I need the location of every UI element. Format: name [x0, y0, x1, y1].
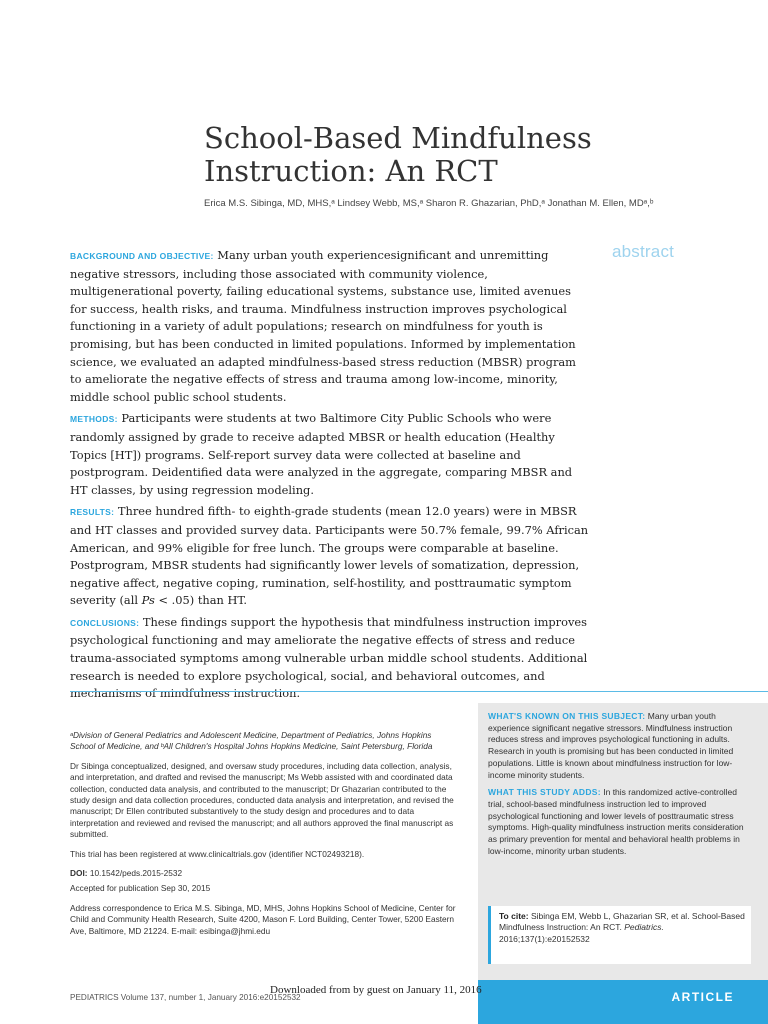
abstract-methods	[70, 410, 590, 499]
doi-value: 10.1542/peds.2015-2532	[89, 868, 183, 879]
article-type-bar	[478, 980, 768, 1024]
front-matter-notes	[70, 730, 456, 945]
results-text-b: < .05) than HT.	[154, 593, 247, 608]
adds-label: WHAT THIS STUDY ADDS:	[488, 787, 601, 798]
cite-label: To cite:	[499, 911, 529, 921]
methods-label: METHODS:	[70, 414, 118, 425]
article-title	[204, 122, 724, 188]
abstract-body	[70, 247, 590, 707]
title-line-1: School-Based Mindfulness	[204, 121, 592, 155]
doi-label: DOI:	[70, 868, 88, 879]
known-text: Many urban youth experience significant negative stressors. Mindfulness instruction reduces stress and improves psychological functioning in adults. Research in youth is promising but has been conducted in limited populations. Little is known about mindfulness instruction for low-income minority students.	[488, 711, 734, 780]
doi-line	[70, 868, 456, 879]
title-line-2: Instruction: An RCT	[204, 154, 498, 188]
article-type-label: ARTICLE	[671, 990, 734, 1004]
conclusions-text: These findings support the hypothesis that mindfulness instruction improves psychological functioning and may ameliorate the negative effects of stress and reduce trauma-associated symptoms among vulnerable urban middle school students. Additional research is needed to explore psychological, social, and behavioral outcomes, and mechanisms of mindfulness instruction.	[70, 614, 588, 701]
known-label: WHAT'S KNOWN ON THIS SUBJECT:	[488, 711, 646, 721]
abstract-background	[70, 247, 590, 406]
abstract-results	[70, 503, 590, 610]
abstract-label: abstract	[612, 242, 675, 261]
citation-box	[488, 906, 751, 964]
cite-text-a: Sibinga EM, Webb L, Ghazarian SR, et al. School-Based Mindfulness Instruction: An RCT.	[499, 911, 745, 933]
download-watermark: Downloaded from by guest on January 11, 2016	[270, 984, 482, 996]
known-section	[488, 711, 744, 863]
background-label: BACKGROUND AND OBJECTIVE:	[70, 251, 214, 261]
contributions-note: Dr Sibinga conceptualized, designed, and oversaw study procedures, including data collection, analysis, and interpretation, and drafted and revised the manuscript; Ms Webb assisted with and coordinated data collection, conducted data analysis, and contributed to the manuscript; Dr Ghazarian contributed to the study design and data collection procedures, conducted data analysis and interpretation, and revised the manuscript; Dr Ellen contributed substantively to the study design and procedures and to data interpretation and reviewed and revised the manuscript; and all authors approved the final manuscript as submitted.	[70, 760, 454, 840]
conclusions-label: CONCLUSIONS:	[70, 617, 140, 628]
background-text: Many urban youth experiencesignificant and unremitting negative stressors, including those associated with community violence, multigenerational poverty, failing educational systems, substance use, limited avenues for success, health risks, and trauma. Mindfulness instruction improves psychological functioning in a variety of adult populations; research on mindfulness for youth is promising, but has been conducted in limited populations. Informed by implementation science, we evaluated an adapted mindfulness-based stress reduction (MBSR) program to ameliorate the negative effects of stress and trauma among low-income, minority, middle school public school students.	[70, 248, 576, 404]
accepted-date: Accepted for publication Sep 30, 2015	[70, 883, 211, 894]
results-label: RESULTS:	[70, 507, 115, 518]
what-adds	[488, 787, 744, 857]
results-text-a: Three hundred fifth- to eighth-grade students (mean 12.0 years) were in MBSR and HT classes and provided survey data. Participants were 50.7% female, 99.7% African American, and 99% eligible for free lunch. The groups were comparable at baseline. Postprogram, MBSR students had significantly lower levels of somatization, depression, negative affect, negative coping, rumination, self-hostility, and posttraumatic symptom severity (all	[70, 504, 589, 608]
author-list: Erica M.S. Sibinga, MD, MHS,ᵃ Lindsey Webb, MS,ᵃ Sharon R. Ghazarian, PhD,ᵃ Jonathan M. Ellen, MDᵃ,ᵇ	[204, 198, 654, 209]
cite-journal: Pediatrics.	[624, 922, 664, 933]
adds-text: In this randomized active-controlled trial, school-based mindfulness instruction led to improved psychological functioning and lower levels of posttraumatic stress symptoms. High-quality mindfulness instruction merits consideration as primary prevention for mental and behavioral health problems in low-income, minority urban students.	[488, 787, 744, 856]
methods-text: Participants were students at two Baltimore City Public Schools who were randomly assigned by grade to receive adapted MBSR or health education (Healthy Topics [HT]) programs. Self-report survey data were collected at baseline and postprogram. Deidentified data were analyzed in the aggregate, comparing MBSR and HT classes, by using regression modeling.	[70, 411, 573, 497]
section-divider	[70, 691, 768, 692]
results-text-italic: Ps	[141, 593, 155, 608]
abstract-conclusions	[70, 614, 590, 703]
whats-known	[488, 711, 744, 781]
correspondence-note: Address correspondence to Erica M.S. Sibinga, MD, MHS, Johns Hopkins School of Medicine, Center for Child and Community Health Research, Suite 4200, Mason F. Lord Building, Center Tower, 5200 Eastern Ave, Baltimore, MD 21224. E-mail: esibinga@jhmi.edu	[70, 902, 456, 936]
trial-registration: This trial has been registered at www.clinicaltrials.gov (identifier NCT02493218).	[70, 848, 365, 859]
journal-footer: PEDIATRICS Volume 137, number 1, January 2016:e20152532	[70, 993, 301, 1002]
cite-text-b: 2016;137(1):e20152532	[499, 933, 590, 944]
affiliation-note: ᵃDivision of General Pediatrics and Adolescent Medicine, Department of Pediatrics, Johns Hopkins School of Medicine, and ᵇAll Children's Hospital Johns Hopkins Medicine, Saint Petersburg, Florida	[70, 730, 433, 752]
